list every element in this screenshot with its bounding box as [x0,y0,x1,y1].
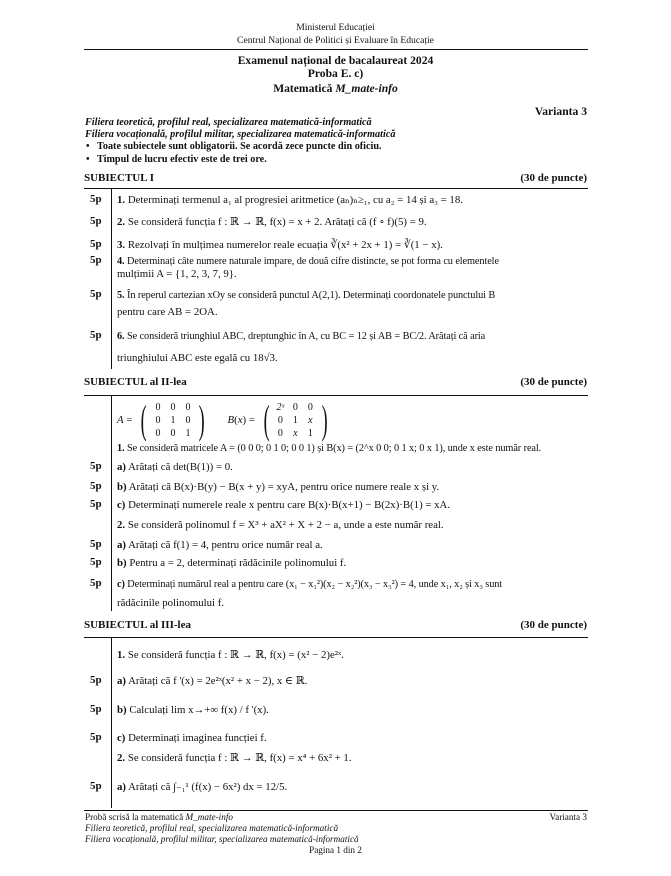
item-1-2 [117,216,427,229]
section-title: SUBIECTUL al III-lea [84,619,191,631]
matrix-cell: 0 [155,414,161,426]
item-text: Calculați lim x→+∞ f(x) / f '(x). [129,704,269,716]
item-1-6-cont [117,352,278,365]
item-number: b) [117,704,127,716]
item-points: 5p [90,674,102,686]
matrix-cell: x [293,427,298,439]
item-number: c) [117,579,125,590]
item-number: 2. [117,216,126,228]
footer-variant: Varianta 3 [549,812,587,822]
item-points: 5p [90,577,102,589]
item-1-4-cont [117,268,237,281]
item-points: 5p [90,329,102,341]
item-points: 5p [90,556,102,568]
center-name: Centrul Național de Politici și Evaluare în Educație [237,35,434,46]
footer-line-3: Filiera vocațională, profilul militar, specializarea matematică-informatică [85,834,359,844]
item-1-5 [117,289,495,302]
section-points: (30 de puncte) [520,172,587,184]
section-title: SUBIECTUL al II-lea [84,376,187,388]
exam-title: Examenul național de bacalaureat 2024 [237,54,434,67]
item-2-1 [117,442,541,455]
matrix-cell: 1 [185,427,191,439]
item-number: 2. [117,519,126,531]
item-points: 5p [90,480,102,492]
matrix-cell: 2ˣ [276,401,285,413]
matrix-cell: 0 [185,414,191,426]
section-points: (30 de puncte) [520,619,587,631]
matrix-cell: 0 [170,427,176,439]
item-3-2a [117,781,287,794]
item-text-continued: mulțimii A = {1, 2, 3, 7, 9}. [117,268,237,280]
item-number: b) [117,481,127,493]
instruction-text: Toate subiectele sunt obligatorii. Se acordă zece puncte din oficiu. [97,141,382,152]
section-rule [84,395,588,396]
item-number: 6. [117,331,125,342]
item-1-6 [117,330,485,343]
item-1-4 [117,255,499,268]
column-divider [111,396,112,611]
item-text: Se consideră matricele A = (0 0 0; 0 1 0; 0 0 1) și B(x) = (2^x 0 0; 0 1 x; 0 x 1), unde x este număr real. [127,443,542,454]
footer-left [85,812,233,822]
item-text: Se consideră polinomul f = X³ + aX² + X + 2 − a, unde a este număr real. [127,519,444,531]
item-1-1 [117,194,463,207]
section-title: SUBIECTUL I [84,172,155,184]
matrix-cell: x [308,414,313,426]
matrix-cell: 1 [307,427,313,439]
subject-prefix: Matematică [273,82,333,95]
item-text: Determinați numărul real a pentru care (x₁ − x₁²)(x₂ − x₂²)(x₃ − x₃²) = 4, unde x₁, x₂ și x₃ sunt [127,579,503,590]
item-number: a) [117,781,126,793]
matrix-cell: 0 [155,401,161,413]
item-text: Se consideră funcția f : ℝ → ℝ, f(x) = x⁴ + 6x² + 1. [127,752,352,764]
matrix-b [260,397,332,442]
bullet-icon: • [86,154,90,165]
info-line-1: Filiera teoretică, profilul real, specializarea matematică-informatică [85,117,372,128]
item-points: 5p [90,731,102,743]
item-text-continued: pentru care AB = 2OA. [117,306,218,318]
item-points: 5p [90,780,102,792]
item-2-2 [117,519,444,532]
column-divider [111,638,112,808]
left-paren: ( [263,397,270,442]
matrix-cell: 0 [170,401,176,413]
section-points: (30 de puncte) [520,376,587,388]
item-text: Rezolvați în mulțimea numerelor reale ecuația ∛(x² + 2x + 1) = ∛(1 − x). [127,239,443,251]
item-2-1b [117,481,439,494]
item-text: Arătați că det(B(1)) = 0. [128,461,233,473]
item-text: Arătați că f(1) = 4, pentru orice număr real a. [128,539,323,551]
item-text: În reperul cartezian xOy se consideră punctul A(2,1). Determinați coordonatele punctului B [127,290,496,301]
item-2-1-matrices: A = ( 0 0 0 0 1 0 0 0 1 ) B(x) = ( 2ˣ 0 0 0 1 x 0 x 1 ) [117,400,333,440]
right-paren: ) [321,397,328,442]
matrix-cell: 0 [292,401,298,413]
item-number: c) [117,499,126,511]
item-number: c) [117,732,126,744]
item-number: 5. [117,290,125,301]
item-text: Pentru a = 2, determinați rădăcinile polinomului f. [129,557,347,569]
ministry-name: Ministerul Educației [296,22,375,33]
item-1-3 [117,239,443,252]
matrix-a-grid [150,401,195,440]
item-points: 5p [90,254,102,266]
bullet-icon: • [86,141,90,152]
matrix-cell: 0 [155,427,161,439]
item-text: Determinați termenul a₁ al progresiei aritmetice (aₙ)ₙ≥₁, cu a₂ = 14 și a₃ = 18. [127,194,463,206]
footer-line-2: Filiera teoretică, profilul real, specializarea matematică-informatică [85,823,339,833]
subject-title [0,82,671,95]
proba-label: Proba E. c) [307,67,364,80]
item-3-2 [117,752,352,765]
matrix-cell: 1 [292,414,298,426]
item-2-2c-cont [117,597,224,610]
item-number: 3. [117,239,126,251]
item-text: Se consideră funcția f : ℝ → ℝ, f(x) = (x² − 2)e²ˣ. [127,649,344,661]
item-3-1b [117,704,269,717]
item-text: Determinați numerele reale x pentru care B(x)·B(x+1) − B(2x)·B(1) = xA. [128,499,451,511]
item-number: 1. [117,194,126,206]
item-number: 1. [117,443,125,454]
matrix-cell: 0 [277,414,283,426]
instruction-bullet [86,154,267,165]
item-text: Se consideră funcția f : ℝ → ℝ, f(x) = x + 2. Arătați că (f ∘ f)(5) = 9. [127,216,427,228]
item-text: Arătați că B(x)·B(y) − B(x + y) = xyA, pentru orice numere reale x și y. [128,481,440,493]
item-text-continued: triunghiului ABC este egală cu 18√3. [117,352,278,364]
item-number: a) [117,461,126,473]
item-2-2c [117,578,502,591]
instruction-text: Timpul de lucru efectiv este de trei ore. [97,154,267,165]
item-1-5-cont [117,306,218,319]
item-number: 2. [117,752,126,764]
item-points: 5p [90,238,102,250]
item-points: 5p [90,193,102,205]
header-rule [84,49,588,50]
item-text: Arătați că ∫₋₁¹ (f(x) − 6x²) dx = 12/5. [128,781,288,793]
footer-profile: M_mate-info [185,812,233,822]
matrix-cell: 0 [277,427,283,439]
section-rule [84,188,588,189]
item-3-1c [117,732,267,745]
item-points: 5p [90,498,102,510]
item-number: a) [117,675,126,687]
item-2-1c [117,499,450,512]
item-points: 5p [90,215,102,227]
matrix-cell: 0 [185,401,191,413]
item-3-1 [117,649,344,662]
item-number: a) [117,539,126,551]
variant-label: Varianta 3 [534,105,587,118]
item-text: Determinați imaginea funcției f. [128,732,267,744]
item-3-1a [117,675,307,688]
section-rule [84,637,588,638]
item-points: 5p [90,703,102,715]
item-points: 5p [90,538,102,550]
instruction-bullet [86,141,382,152]
item-points: 5p [90,460,102,472]
page-number: Pagina 1 din 2 [309,845,362,855]
item-text: Determinați câte numere naturale impare, de două cifre distincte, se pot forma cu elementele [127,256,499,267]
item-2-2b [117,557,346,570]
item-text-continued: rădăcinile polinomului f. [117,597,225,609]
item-2-2a [117,539,323,552]
info-line-2: Filiera vocațională, profilul militar, specializarea matematică-informatică [85,129,396,140]
matrix-cell: 1 [170,414,176,426]
matrix-cell: 0 [307,401,313,413]
item-number: 4. [117,256,125,267]
item-number: b) [117,557,127,569]
item-points: 5p [90,288,102,300]
item-text: Arătați că f '(x) = 2e²ˣ(x² + x − 2), x ∈ ℝ. [128,675,308,687]
item-2-1a [117,461,233,474]
matrix-b-grid [273,401,318,440]
left-paren: ( [140,397,147,442]
footer-prefix: Probă scrisă la matematică [85,812,184,822]
right-paren: ) [199,397,206,442]
item-number: 1. [117,649,126,661]
matrix-a [137,397,209,442]
column-divider [111,189,112,369]
item-text: Se consideră triunghiul ABC, dreptunghic în A, cu BC = 12 și AB = BC/2. Arătați că aria [127,331,486,342]
subject-profile: M_mate-info [335,82,398,95]
